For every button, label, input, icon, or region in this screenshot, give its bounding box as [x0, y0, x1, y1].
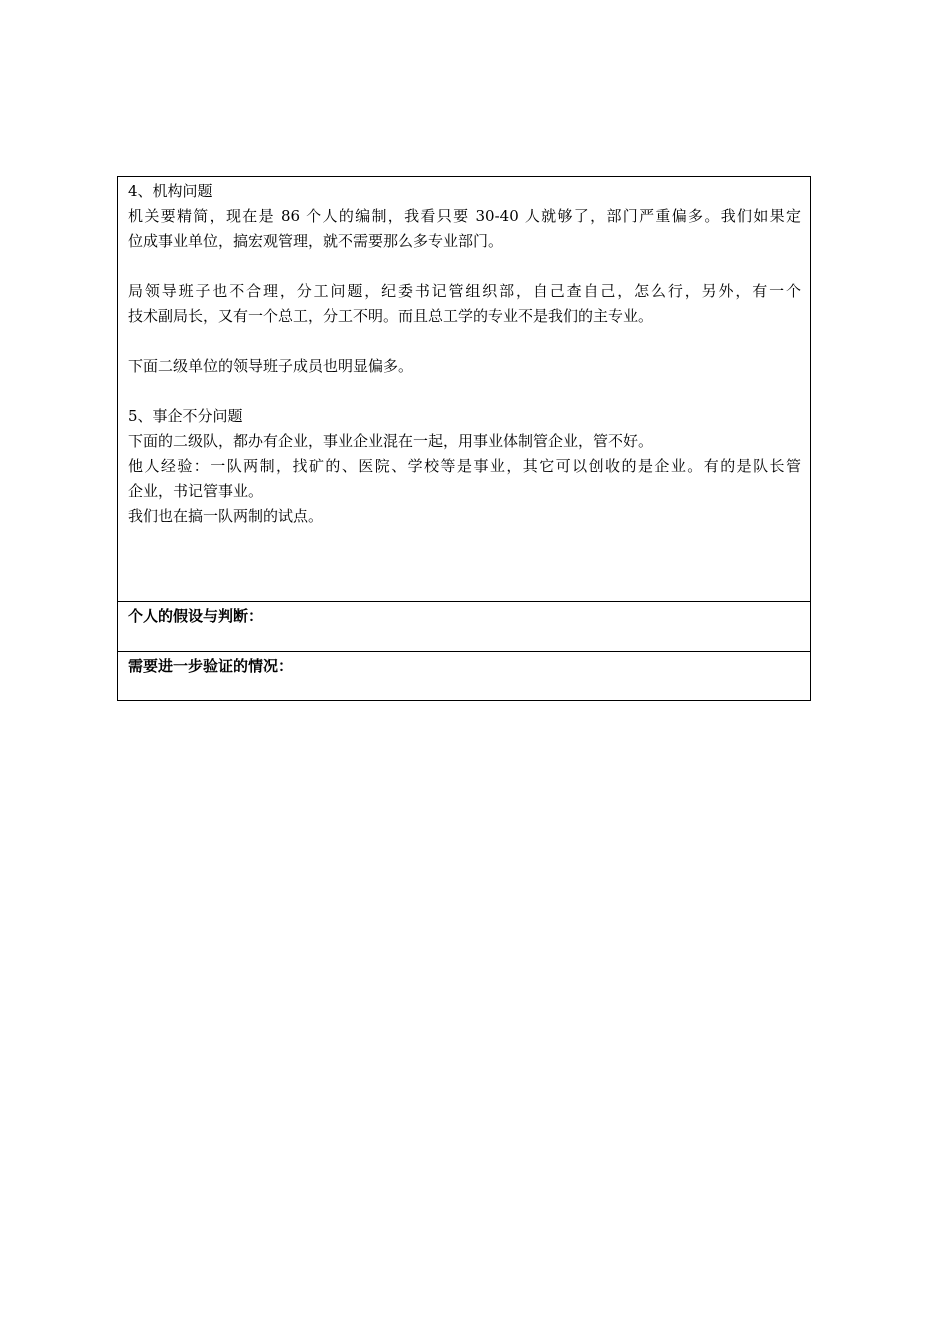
section-5-line-1: 下面的二级队，都办有企业，事业企业混在一起，用事业体制管企业，管不好。	[128, 432, 654, 450]
section-4-para-2-line-1: 局领导班子也不合理，分工问题，纪委书记管组织部，自己查自己，怎么行，另外，有一个	[128, 282, 801, 300]
section-5-line-2: 他人经验：一队两制，找矿的、医院、学校等是事业，其它可以创收的是企业。有的是队长管	[128, 457, 801, 475]
section-4-para-1-line-1: 机关要精简，现在是 86 个人的编制，我看只要 30-40 人就够了，部门严重偏多。我们如果定	[128, 207, 801, 225]
verification-cell	[118, 651, 810, 700]
blank-line	[128, 379, 801, 404]
section-4-heading: 4、机构问题	[128, 182, 213, 200]
section-4-para-1-line-2: 位成事业单位，搞宏观管理，就不需要那么多专业部门。	[128, 232, 504, 250]
section-5-line-3: 企业，书记管事业。	[128, 482, 264, 500]
hypothesis-cell	[118, 601, 810, 651]
section-4-para-2-line-2: 技术副局长，又有一个总工，分工不明。而且总工学的专业不是我们的主专业。	[128, 307, 654, 325]
blank-line	[128, 254, 801, 279]
hypothesis-label: 个人的假设与判断：	[128, 607, 264, 625]
section-4-para-3-line-1: 下面二级单位的领导班子成员也明显偏多。	[128, 357, 414, 375]
notes-table	[117, 176, 811, 701]
notes-main-cell	[118, 177, 810, 601]
section-5-line-4: 我们也在搞一队两制的试点。	[128, 507, 324, 525]
verification-label: 需要进一步验证的情况：	[128, 657, 294, 675]
section-5-heading: 5、事企不分问题	[128, 407, 243, 425]
blank-line	[128, 329, 801, 354]
